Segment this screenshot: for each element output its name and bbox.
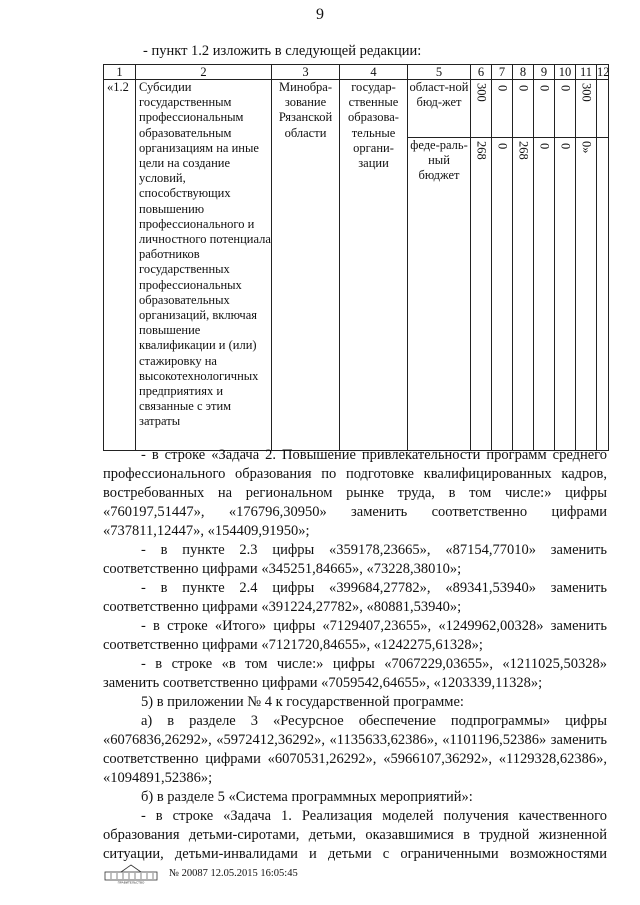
value-cell: 300 [474,83,489,102]
value-cell: 0 [558,142,573,149]
header-cell: 2 [136,65,272,80]
header-cell: 5 [408,65,471,80]
government-building-icon [103,862,159,884]
body-text [103,446,607,864]
source-cell: област-ной бюд-жет [408,80,471,138]
value-cell: 0 [558,84,573,91]
value-cell: 0 [495,84,510,91]
row-number: «1.2 [104,80,136,451]
seal-caption: ПРАВИТЕЛЬСТВО [117,880,145,884]
header-cell: 10 [555,65,576,80]
value-cell: 0 [537,142,552,149]
executor-cell: Минобра-зование Рязанской области [272,80,340,451]
paragraph: - в строке «Задача 1. Реализация моделей получения качественного образования детьми-сиротами, детьми, оказавшимися в трудной жизненной ситуации, детьми-инвалидами и детьми с ограниченными возможностями [103,808,607,862]
value-cell: 0 [495,142,510,149]
table-row [104,80,609,138]
paragraph: 5) в приложении № 4 к государственной программе: [141,694,464,710]
page-number: 9 [316,6,324,23]
header-cell: 9 [534,65,555,80]
footer [103,862,298,884]
paragraph: б) в разделе 5 «Система программных мероприятий»: [141,789,473,805]
value-cell: 268 [516,141,531,160]
header-cell: 3 [272,65,340,80]
value-cell: 0» [579,141,594,154]
paragraph: - в пункте 2.4 цифры «399684,27782», «89341,53940» заменить соответственно цифрами «391224,27782», «80881,53940»; [103,580,607,615]
paragraph: - в строке «Итого» цифры «7129407,23655», «1249962,00328» заменить соответственно цифрами «7121720,84655», «1242275,61328»; [103,618,607,653]
paragraph: - в пункте 2.3 цифры «359178,23665», «87154,77010» заменить соответственно цифрами «345251,84665», «73228,38010»; [103,542,607,577]
value-cell: 0 [516,84,531,91]
header-cell: 11 [576,65,597,80]
subject-cell: Субсидии государственным профессиональным образовательным организациям на иные цели на создание условий, способствующих повышению профессионального и личностного потенциала работников государственных профессиональных образовательных организаций, включая повышение квалификации и (или) стажировку на высокотехнологичных предприятиях и связанные с этим затраты [136,80,272,451]
header-cell: 7 [492,65,513,80]
paragraph: а) в разделе 3 «Ресурсное обеспечение подпрограммы» цифры «6076836,26292», «5972412,36292», «1135633,62386», «1101196,52386» заменить соответственно цифрами «6070531,26292», «5966107,36292», «1129328,62386», «1094891,52386»; [103,713,607,786]
value-cell: 268 [474,141,489,160]
paragraph: - в строке «Задача 2. Повышение привлекательности программ среднего профессионального образования по подготовке квалифицированных кадров, востребованных на региональном рынке труда, в том числе:» цифры «760197,51447», «176796,30950» заменить соответственно цифрами «737811,12447», «154409,91950»; [103,447,607,539]
recipient-cell: государ-ственные образова-тельные органи-зации [340,80,408,451]
intro-line: - пункт 1.2 изложить в следующей редакции: [143,43,422,59]
header-cell: 6 [471,65,492,80]
value-cell: 0 [537,84,552,91]
value-cell: 300 [579,83,594,102]
header-cell: 1 [104,65,136,80]
subsidy-table [103,64,608,451]
header-cell: 8 [513,65,534,80]
table-header-row [104,65,609,80]
document-stamp: № 20087 12.05.2015 16:05:45 [169,867,298,879]
source-cell: феде-раль-ный бюджет [408,138,471,451]
header-cell: 4 [340,65,408,80]
header-cell: 12 [597,65,610,79]
paragraph: - в строке «в том числе:» цифры «7067229,03655», «1211025,50328» заменить соответственно цифрами «7059542,64655», «1203339,11328»; [103,656,607,691]
